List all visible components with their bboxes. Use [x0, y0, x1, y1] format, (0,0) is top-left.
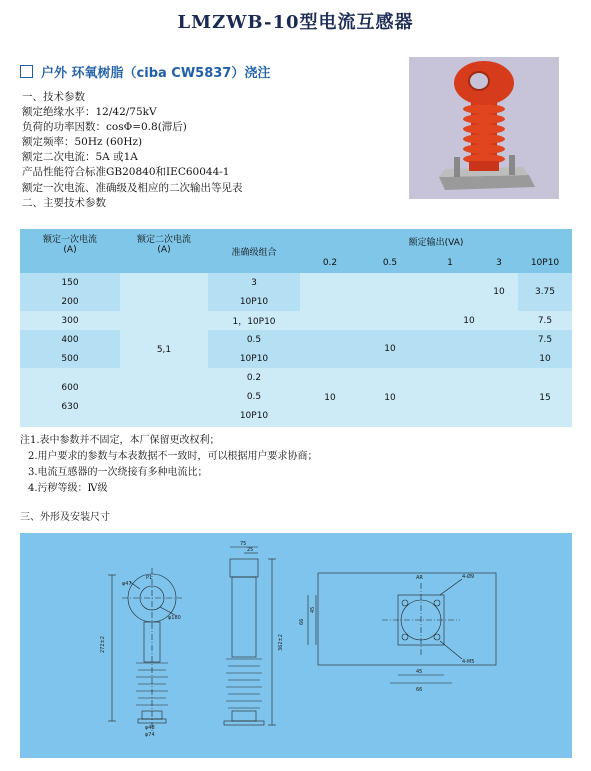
dim-label: φ48 — [145, 725, 155, 731]
technical-drawing — [20, 533, 572, 758]
out-cell: 10 — [360, 330, 420, 368]
dim-label: 4-Ø9 — [462, 574, 475, 580]
dimension-drawing — [20, 533, 572, 758]
spec-line: 额定频率：50Hz (60Hz) — [22, 136, 143, 149]
primary-cell: 600 — [61, 382, 79, 393]
out-cell: 15 — [518, 368, 572, 427]
spec-table — [20, 229, 572, 427]
dim-label: 362±2 — [278, 634, 284, 651]
out-cell — [420, 330, 518, 368]
out-cell: 7.5 — [518, 330, 572, 349]
section2-heading: 二、主要技术参数 — [22, 196, 106, 209]
dim-label: 66 — [299, 618, 305, 625]
dim-label: 4-M5 — [462, 659, 475, 665]
primary-cell: 500 — [20, 349, 120, 368]
spec-line: 负荷的功率因数：cosΦ=0.8(滞后) — [22, 121, 187, 134]
accuracy-cell: 0.2 — [246, 373, 262, 383]
dim-label: φ47 — [122, 581, 132, 587]
product-heading-text: 户外 环氧树脂（ciba CW5837）浇注 — [41, 66, 271, 81]
out-cell — [360, 273, 420, 330]
dim-label: 45 — [416, 669, 423, 675]
col-rated-output: 额定输出(VA) — [408, 237, 464, 248]
checkbox-square-icon — [20, 65, 33, 78]
out-cell: 10 — [480, 273, 518, 311]
page-title: LMZWB-10型电流互感器 — [177, 12, 414, 33]
sub-col: 3 — [496, 258, 502, 268]
dim-label: AR — [416, 575, 423, 581]
dim-label: 272±2 — [100, 636, 106, 653]
accuracy-cell: 10P10 — [239, 411, 269, 421]
note-line: 2.用户要求的参数与本表数据不一致时，可以根据用户要求协商； — [28, 451, 318, 462]
primary-cell: 150 — [20, 273, 120, 292]
out-cell: 10 — [300, 368, 360, 427]
accuracy-cell: 1，10P10 — [208, 311, 300, 330]
out-cell — [420, 273, 480, 311]
notes — [20, 433, 318, 497]
spec-line: 额定绝缘水平：12/42/75kV — [22, 106, 157, 119]
out-cell: 10 — [360, 368, 420, 427]
primary-cell: 400 — [20, 330, 120, 349]
accuracy-cell: 0.5 — [246, 392, 262, 402]
dim-label: φ180 — [168, 615, 181, 621]
primary-cell: 300 — [20, 311, 120, 330]
sub-col: 0.2 — [322, 258, 338, 268]
accuracy-cell-group — [208, 368, 300, 427]
accuracy-cell: 0.5 — [208, 330, 300, 349]
out-cell: 3.75 — [518, 273, 572, 311]
sub-col: 1 — [447, 258, 453, 268]
out-cell — [300, 330, 360, 368]
dim-label: 25 — [247, 547, 254, 553]
col-accuracy: 准确级组合 — [231, 247, 277, 258]
out-cell: 10 — [518, 349, 572, 368]
note-line: 4.污秽等级：Ⅳ级 — [28, 483, 108, 494]
out-cell: 7.5 — [518, 311, 572, 330]
tech-specs — [22, 90, 243, 211]
accuracy-cell: 10P10 — [208, 292, 300, 311]
product-photo — [409, 57, 559, 199]
col-primary-current: 额定一次电流 (A) — [42, 235, 97, 255]
col-secondary-current: 额定二次电流 (A) — [136, 235, 191, 255]
primary-cell-group — [20, 368, 120, 427]
accuracy-cell: 10P10 — [208, 349, 300, 368]
out-cell: 10 — [420, 311, 518, 330]
dim-label: P1 — [146, 575, 153, 581]
dim-label: φ74 — [145, 732, 155, 738]
primary-cell: 200 — [20, 292, 120, 311]
product-heading — [20, 62, 270, 81]
insulator-illustration — [409, 57, 559, 199]
sub-col: 10P10 — [530, 258, 560, 268]
note-line: 注1.表中参数并不固定，本厂保留更改权利； — [20, 435, 220, 446]
dim-label: 45 — [310, 606, 316, 613]
out-cell — [300, 273, 360, 330]
spec-line: 产品性能符合标准GB20840和IEC60044-1 — [22, 166, 230, 179]
sub-col: 0.5 — [382, 258, 398, 268]
spec-line: 额定一次电流、准确级及相应的二次输出等见表 — [22, 181, 243, 194]
secondary-cell: 5,1 — [120, 273, 208, 427]
primary-cell: 630 — [61, 401, 79, 412]
section1-heading: 一、技术参数 — [22, 91, 85, 103]
accuracy-cell: 3 — [208, 273, 300, 292]
note-line: 3.电流互感器的一次绕接有多种电流比； — [28, 467, 208, 478]
dim-label: 75 — [240, 541, 247, 547]
out-cell — [420, 368, 518, 427]
section3-heading: 三、外形及安装尺寸 — [20, 512, 110, 523]
dim-label: 66 — [416, 687, 423, 693]
spec-line: 额定二次电流：5A 或1A — [22, 151, 138, 164]
